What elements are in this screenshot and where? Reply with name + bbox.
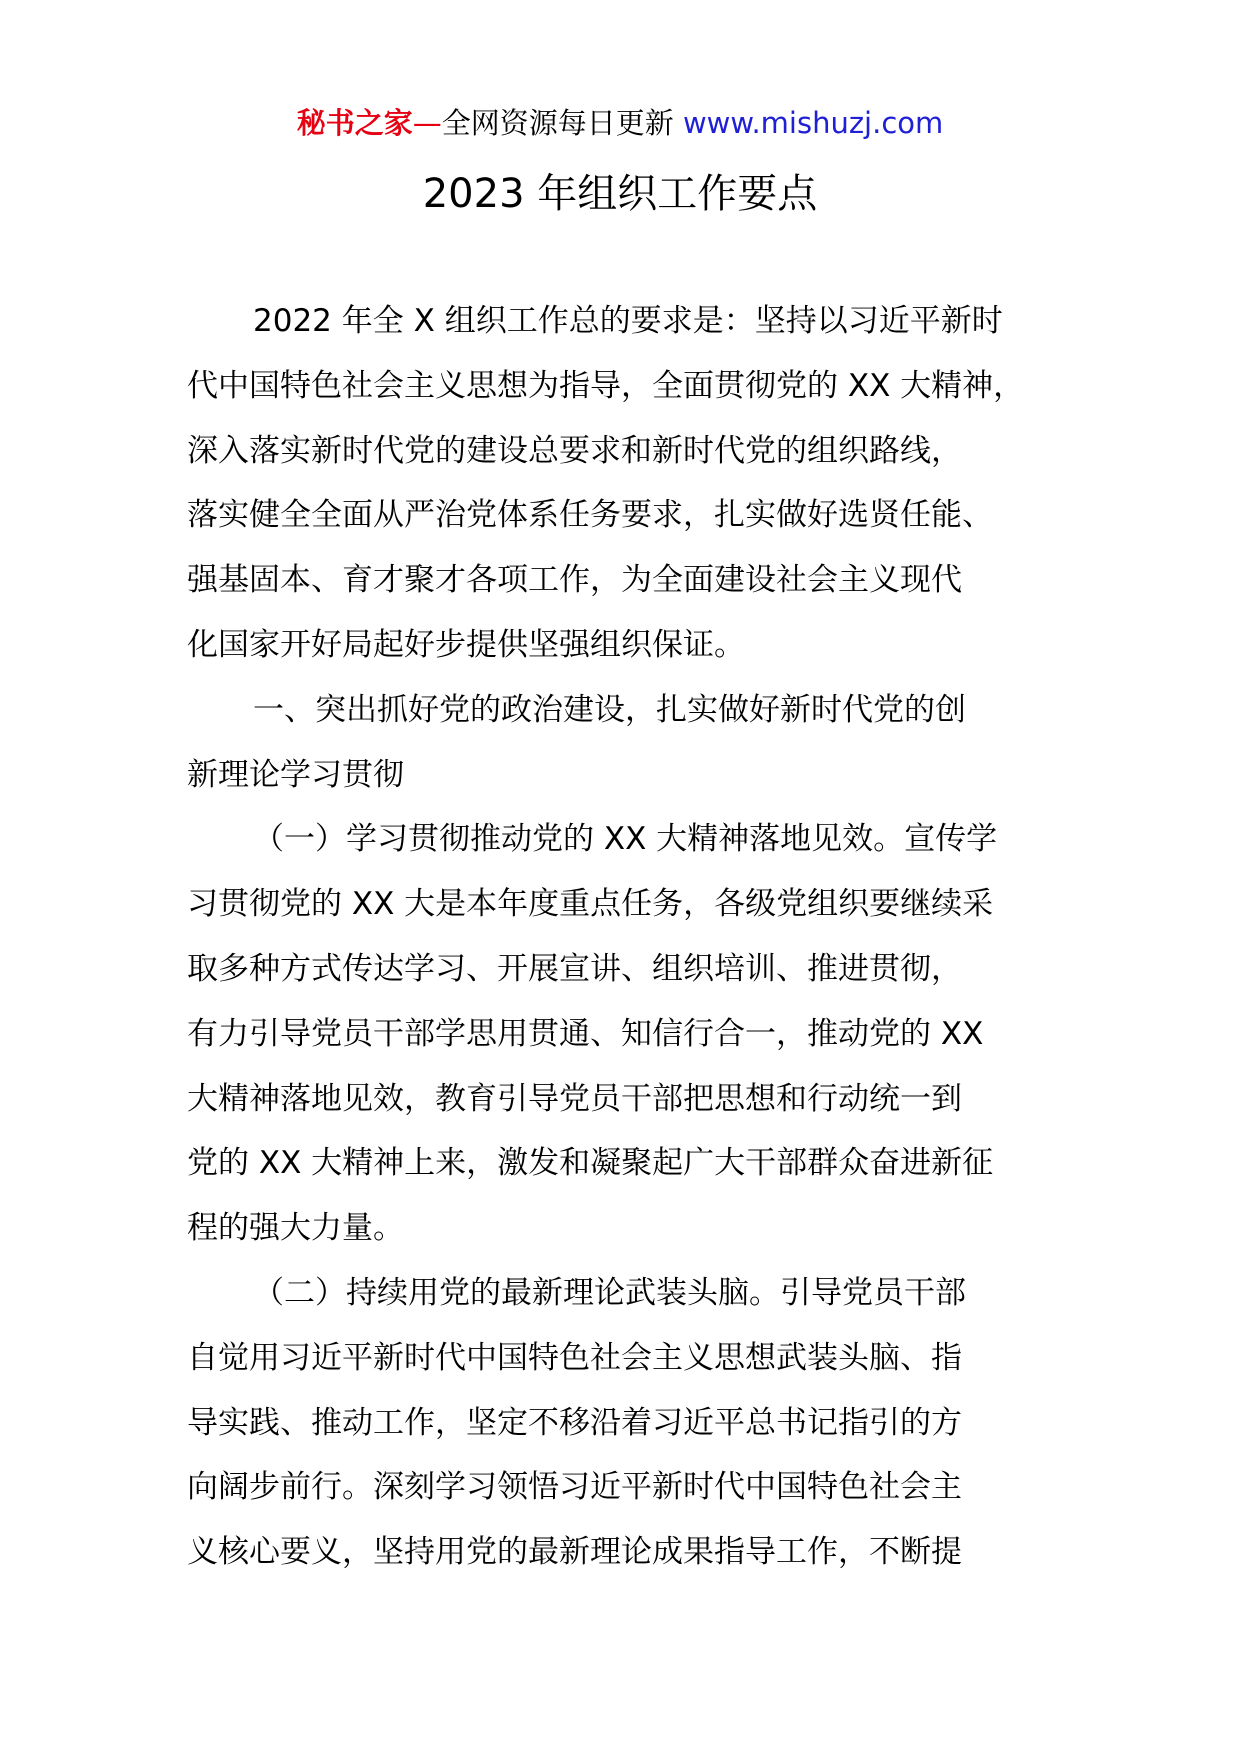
document-body xyxy=(187,289,1067,1585)
header-dash: — xyxy=(412,106,442,140)
text-line: 导实践、推动工作，坚定不移沿着习近平总书记指引的方 xyxy=(187,1404,962,1441)
text-line: （一）学习贯彻推动党的 XX 大精神落地见效。宣传学 xyxy=(253,821,998,858)
text-line: 有力引导党员干部学思用贯通、知信行合一，推动党的 XX xyxy=(187,1015,984,1052)
text-line: 习贯彻党的 XX 大是本年度重点任务，各级党组织要继续采 xyxy=(187,886,994,923)
paragraph xyxy=(187,807,1067,1261)
text-line: 深入落实新时代党的建设总要求和新时代党的组织路线， xyxy=(187,432,962,469)
header-tagline: 全网资源每日更新 xyxy=(441,106,683,140)
text-line: 大精神落地见效，教育引导党员干部把思想和行动统一到 xyxy=(187,1080,962,1117)
text-line: 一、突出抓好党的政治建设，扎实做好新时代党的创 xyxy=(253,691,966,728)
text-line: （二）持续用党的最新理论武装头脑。引导党员干部 xyxy=(253,1274,966,1311)
text-line: 2022 年全 X 组织工作总的要求是：坚持以习近平新时 xyxy=(253,303,1003,339)
paragraph xyxy=(187,1261,1067,1585)
text-line: 程的强大力量。 xyxy=(187,1210,404,1247)
site-header xyxy=(0,100,1240,146)
text-line: 化国家开好局起好步提供坚强组织保证。 xyxy=(187,626,745,663)
section-heading xyxy=(187,678,1067,808)
document-title: 2023 年组织工作要点 xyxy=(422,171,818,217)
text-line: 义核心要义，坚持用党的最新理论成果指导工作，不断提 xyxy=(187,1534,962,1571)
text-line: 自觉用习近平新时代中国特色社会主义思想武装头脑、指 xyxy=(187,1339,962,1376)
text-line: 落实健全全面从严治党体系任务要求，扎实做好选贤任能、 xyxy=(187,497,993,534)
text-line: 向阔步前行。深刻学习领悟习近平新时代中国特色社会主 xyxy=(187,1469,962,1506)
text-line: 党的 XX 大精神上来，激发和凝聚起广大干部群众奋进新征 xyxy=(187,1145,994,1182)
paragraph xyxy=(187,289,1067,678)
text-line: 强基固本、育才聚才各项工作，为全面建设社会主义现代 xyxy=(187,562,962,599)
text-line: 新理论学习贯彻 xyxy=(187,756,404,793)
brand-name: 秘书之家 xyxy=(296,106,413,140)
site-url[interactable]: www.mishuzj.com xyxy=(682,106,944,140)
text-line: 代中国特色社会主义思想为指导，全面贯彻党的 XX 大精神， xyxy=(187,367,1025,404)
text-line: 取多种方式传达学习、开展宣讲、组织培训、推进贯彻， xyxy=(187,950,962,987)
